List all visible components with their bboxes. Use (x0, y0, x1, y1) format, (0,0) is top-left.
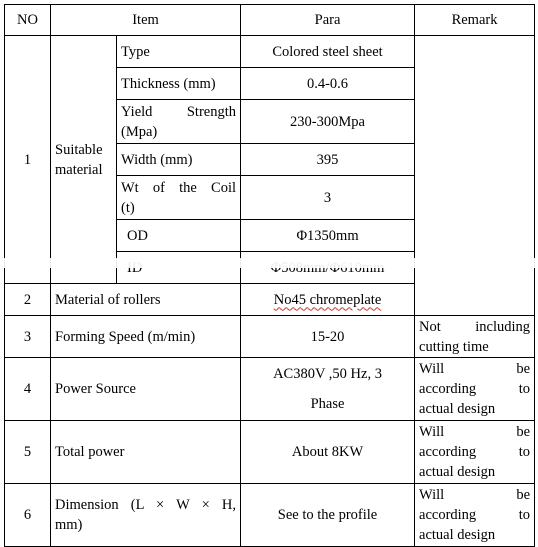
para-rollers (241, 284, 415, 316)
table-row (5, 421, 535, 484)
row-no-6: 6 (5, 484, 51, 547)
group-label-line1: Suitable (55, 141, 103, 158)
para-rollers-text: No45 chromeplate (273, 291, 382, 308)
remark-line2: according to (419, 381, 531, 397)
para-speed: 15-20 (241, 316, 415, 358)
row-no-4: 4 (5, 358, 51, 421)
item-yield (117, 100, 241, 144)
para-thickness: 0.4-0.6 (241, 68, 415, 100)
item-width: Width (mm) (117, 144, 241, 176)
item-dimension-line1: Dimension (L × W × H, (55, 497, 237, 513)
row-no-5: 5 (5, 421, 51, 484)
item-coil-line2: (t) (121, 199, 135, 216)
para-power-source (241, 358, 415, 421)
row-no-2: 2 (5, 284, 51, 316)
item-yield-line2: (Mpa) (121, 123, 158, 140)
remark-line3: actual design (419, 464, 496, 480)
para-dimension: See to the profile (241, 484, 415, 547)
header-no: NO (5, 5, 51, 36)
remark-line1: Will be (419, 487, 531, 503)
remark-total-power (415, 421, 535, 484)
item-power-source: Power Source (51, 358, 241, 421)
remark-power-source (415, 358, 535, 421)
para-od: Φ1350mm (241, 220, 415, 252)
header-remark: Remark (415, 5, 535, 36)
remark-dimension (415, 484, 535, 547)
item-coil-line1: Wt of the Coil (121, 179, 237, 196)
item-total-power: Total power (51, 421, 241, 484)
item-speed: Forming Speed (m/min) (51, 316, 241, 358)
table-row (5, 358, 535, 421)
item-type: Type (117, 36, 241, 68)
remark-line2: according to (419, 507, 531, 523)
row-no-1: 1 (5, 36, 51, 284)
header-para: Para (241, 5, 415, 36)
item-rollers: Material of rollers (51, 284, 241, 316)
para-type: Colored steel sheet (241, 36, 415, 68)
group-label (51, 36, 117, 284)
item-yield-line1: Yield Strength (121, 103, 237, 120)
para-total-power: About 8KW (241, 421, 415, 484)
spec-table (4, 4, 535, 547)
remark-speed (415, 316, 535, 358)
row-no-3: 3 (5, 316, 51, 358)
remark-line3: actual design (419, 401, 496, 417)
para-power-line1: AC380V ,50 Hz, 3 (273, 366, 382, 382)
header-item: Item (51, 5, 241, 36)
remark-group1 (415, 36, 535, 316)
remark-speed-line1: Not including (419, 318, 531, 335)
scan-artifact-band (0, 258, 538, 268)
remark-line2: according to (419, 444, 531, 460)
group-label-line2: material (55, 161, 103, 178)
para-yield: 230-300Mpa (241, 100, 415, 144)
header-row (5, 5, 535, 36)
item-od: OD (117, 220, 241, 252)
table-row (5, 316, 535, 358)
item-dimension-line2: mm) (55, 517, 83, 533)
remark-speed-line2: cutting time (419, 338, 489, 355)
item-coil (117, 176, 241, 220)
table-row (5, 36, 535, 68)
remark-line3: actual design (419, 527, 496, 543)
para-coil: 3 (241, 176, 415, 220)
para-width: 395 (241, 144, 415, 176)
para-power-line2: Phase (310, 396, 345, 412)
remark-line1: Will be (419, 424, 531, 440)
remark-line1: Will be (419, 361, 531, 377)
item-thickness: Thickness (mm) (117, 68, 241, 100)
item-dimension (51, 484, 241, 547)
table-row (5, 484, 535, 547)
